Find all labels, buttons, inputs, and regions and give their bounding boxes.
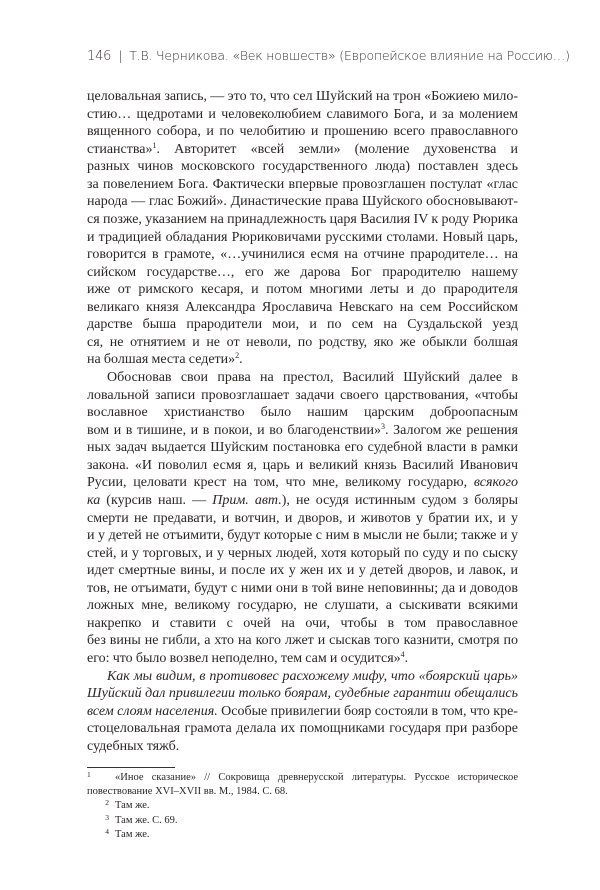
text-line bbox=[87, 351, 518, 369]
text-run: его: что было возвел неподелно, тем сам и осудится» bbox=[87, 651, 401, 666]
text-line bbox=[87, 492, 518, 510]
text-run: Обосновав свои права на престол, Василий Шуйский далее в bbox=[107, 370, 518, 385]
italic-text: Шуйский дал привилегии только боярам, судебные гарантии обещались bbox=[87, 686, 518, 702]
text-run: ся, не отнятием и не от неволи, по родству, яко же обыкли болшая bbox=[87, 334, 518, 350]
text-line bbox=[87, 281, 518, 299]
text-line bbox=[87, 580, 518, 598]
page-number: 146 bbox=[87, 49, 112, 64]
text-run: закона. «И поволил есмя я, царь и великий князь Василий Иванович bbox=[87, 457, 518, 473]
text-run: Русии, целовати крест на том, что мне, великому государю, bbox=[87, 475, 474, 491]
footnote-ref: 3 bbox=[381, 421, 386, 431]
text-line bbox=[87, 597, 518, 615]
footnote-1: 1 «Иное сказание» // Сокровища древнерусской литературы. Русское историческое bbox=[87, 770, 518, 783]
text-run: народа — глас Божий». Династические права Шуйского обосновывают- bbox=[87, 194, 518, 210]
text-line bbox=[87, 141, 518, 159]
text-run: ложных мне, великому государю, не слушати, а сыскивати всякими bbox=[87, 598, 518, 614]
text-line bbox=[87, 387, 518, 405]
footnote-text: «Иное сказание» // Сокровища древнерусской литературы. Русское историческое bbox=[115, 772, 518, 783]
text-run: целовальная запись, — это то, что сел Шуйский на трон «Божиею мило- bbox=[87, 89, 518, 104]
text-line bbox=[87, 176, 518, 194]
text-run: говорится в грамоте, «…учинилися есмя на отчине прародителе… на bbox=[87, 247, 518, 263]
text-line bbox=[87, 703, 518, 721]
text-run: вославное христианство было нашим царским доброопасным bbox=[87, 405, 518, 421]
text-line bbox=[87, 211, 518, 229]
text-run: и традицией обладания Рюриковичами русскими столами. Новый царь, bbox=[87, 229, 518, 245]
running-title: Т.В. Черникова. «Век новшеств» (Европейское влияние на Россию…) bbox=[129, 48, 570, 63]
italic-text: Прим. авт. bbox=[212, 492, 282, 508]
text-run: великаго князя Александра Ярославича Невскаго на сем Российском bbox=[87, 299, 518, 315]
text-run: ся позже, указанием на принадлежность царя Василия IV к роду Рюрика bbox=[87, 211, 518, 227]
text-run: ловальной записи провозглашает задачи своего царствования, «чтобы bbox=[87, 387, 518, 403]
footnote-ref: 4 bbox=[400, 650, 405, 659]
text-line bbox=[87, 404, 518, 422]
text-run: вященного собора, и по челобитию и прошению всего православного bbox=[87, 124, 518, 140]
footnote-text: Там же. С. 69. bbox=[115, 814, 178, 826]
footnote-1-continuation bbox=[87, 785, 518, 799]
text-run: . bbox=[404, 651, 409, 666]
running-header bbox=[87, 48, 570, 64]
text-line bbox=[87, 510, 518, 528]
text-line bbox=[87, 439, 518, 457]
text-run: за повелением Бога. Фактически впервые провозглашен постулат «глас bbox=[87, 176, 518, 192]
body-text bbox=[87, 88, 518, 755]
text-line bbox=[87, 738, 518, 756]
text-line bbox=[87, 299, 518, 317]
italic-text: всякого bbox=[473, 475, 518, 491]
text-run: вом и в тишине, и в покои, и во благоденствии» bbox=[87, 422, 382, 438]
text-run: ), не осудя истинным судом з боляры bbox=[281, 492, 518, 508]
footnotes bbox=[87, 771, 518, 842]
footnote-3: 3 Там же. С. 69. bbox=[105, 812, 178, 826]
text-line bbox=[87, 545, 518, 563]
text-line bbox=[87, 123, 518, 141]
footnote-4: 4 Там же. bbox=[105, 826, 150, 840]
footnote-rule bbox=[87, 767, 175, 768]
text-run: и у детей не отъимити, будут которые с ним в мысли не были; также и у bbox=[87, 528, 518, 544]
text-run: ных задач выдается Шуйским постановка его судебной власти в рамки bbox=[87, 440, 518, 456]
text-line bbox=[87, 527, 518, 545]
text-run: сийском государстве…, его же дарова Бог прародителю нашему bbox=[87, 264, 518, 280]
text-run: . bbox=[239, 352, 243, 368]
text-run: стианства» bbox=[87, 141, 153, 157]
text-run: стоцеловальная грамота делала их помощниками государя при разборе bbox=[87, 721, 518, 737]
italic-text: всем слоям населения. bbox=[87, 703, 218, 719]
italic-text: Как мы видим, в противовес расхожему мифу, что «боярский царь» bbox=[107, 668, 518, 684]
text-run: стию… щедротами и человеколюбием славимого Бога, и за молением bbox=[87, 106, 518, 122]
text-line bbox=[87, 193, 518, 211]
text-run: (курсив наш. — bbox=[100, 492, 213, 508]
text-line bbox=[87, 229, 518, 247]
text-run: . Авторитет «всей земли» (моление духовенства и bbox=[156, 141, 518, 157]
text-run: на болшая места седети» bbox=[87, 352, 236, 368]
text-line bbox=[87, 457, 518, 475]
text-line bbox=[87, 720, 518, 738]
text-run: накрепко и ставити с очей на очи, чтобы в том православное bbox=[87, 615, 518, 631]
text-line bbox=[87, 615, 518, 633]
text-run: без вины не гибли, а хто на кого лжет и сыскав того казнити, смотря по bbox=[87, 633, 518, 649]
text-line bbox=[87, 264, 518, 282]
footnote-text: Там же. bbox=[115, 800, 150, 812]
text-line bbox=[87, 316, 518, 334]
footnote-ref: 2 bbox=[235, 351, 240, 361]
text-line bbox=[87, 334, 518, 352]
text-run: разных чинов московского государственного люда) поставлен здесь bbox=[87, 159, 518, 175]
header-separator: | bbox=[118, 48, 123, 63]
text-run: смерти не предавати, и вотчин, и дворов, и животов у братии их, и у bbox=[87, 510, 518, 526]
text-line bbox=[87, 474, 518, 492]
text-run: Особые привилегии бояр состояли в том, что кре- bbox=[217, 703, 518, 719]
text-line bbox=[87, 369, 518, 387]
text-run: идет смертные вины, и после их у жен их и у детей дворов, и лавок, и bbox=[87, 563, 518, 579]
text-line bbox=[87, 632, 518, 650]
text-run: тов, не отъимати, будут с ними они в той вине неповинны; да и доводов bbox=[87, 580, 518, 596]
text-line bbox=[87, 106, 518, 124]
text-line bbox=[87, 158, 518, 176]
text-line bbox=[87, 562, 518, 580]
footnote-text: повествование XVI–XVII вв. М., 1984. С. 68. bbox=[87, 786, 288, 798]
text-run: . Залогом же решения bbox=[385, 422, 518, 438]
text-line bbox=[87, 668, 518, 686]
text-run: иже от римского кесаря, и потом многими леты и до прародителя bbox=[87, 282, 518, 298]
footnote-2: 2 Там же. bbox=[105, 798, 150, 812]
footnote-ref: 1 bbox=[152, 140, 157, 150]
text-line bbox=[87, 88, 518, 106]
text-line bbox=[87, 650, 518, 668]
text-line bbox=[87, 246, 518, 264]
text-run: дарстве быша прародители мои, и по сем на Суздальской уезд bbox=[87, 317, 518, 333]
text-run: судебных тяжб. bbox=[87, 738, 180, 754]
footnote-text: Там же. bbox=[115, 828, 150, 840]
text-line bbox=[87, 685, 518, 703]
italic-text: ка bbox=[87, 492, 101, 508]
text-line bbox=[87, 422, 518, 440]
text-run: стей, и у торговых, и у черных людей, хотя который по суду и по сыску bbox=[87, 545, 518, 561]
